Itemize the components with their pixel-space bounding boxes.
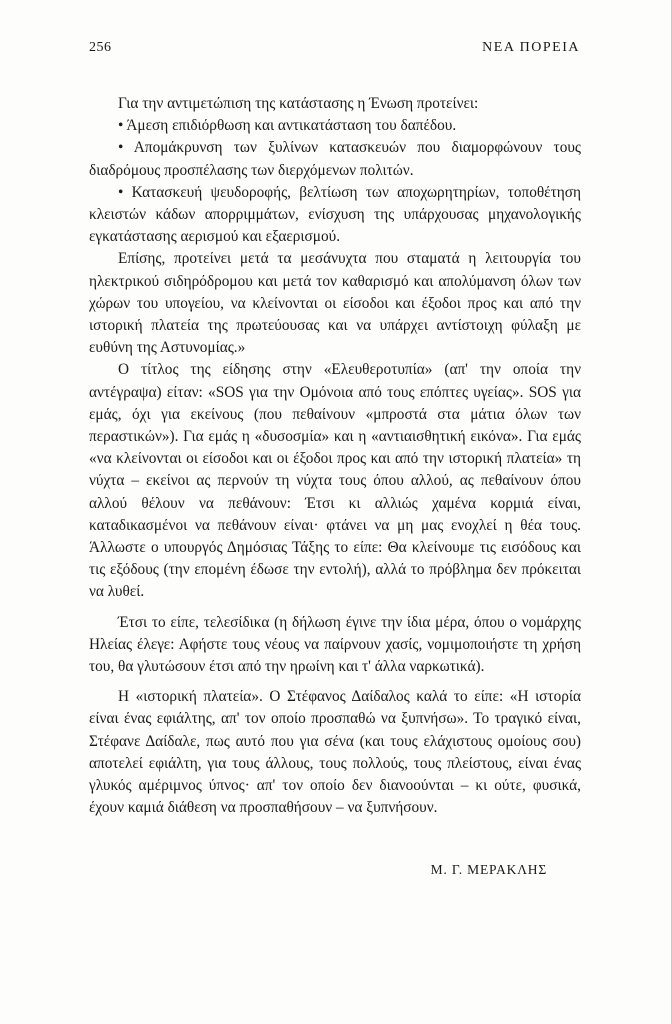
page-header (89, 40, 580, 60)
paragraph-closing-proposal: Επίσης, προτείνει μετά τα μεσάνυχτα που σταματά η λειτουργία του ηλεκτρικού σιδηρόδρομου και μετά τον καθαρισμό και απολύμανση όλων των χώρων του υπογείου, να κλείνονται οι είσοδοι και έξοδοι προς και από την ιστορική πλατεία της πρωτεύουσας και να υπάρχει αντίστοιχη φύλαξη με ευθύνη της Αστυνομίας.» (89, 250, 581, 357)
page-number: 256 (89, 40, 112, 55)
article-body (89, 93, 581, 820)
paragraph-intro: Για την αντιμετώπιση της κατάστασης η Ένωση προτείνει: (118, 95, 479, 112)
paragraph-historic-square: Η «ιστορική πλατεία». Ο Στέφανος Δαίδαλος καλά το είπε: «Η ιστορία είναι ένας εφιάλτης, απ' τον οποίο προσπαθώ να ξυπνήσω». Το τραγικό είναι, Στέφανε Δαίδαλε, πως αυτό που για σένα (και τους ελάχιστους ομοίους σου) αποτελεί εφιάλτη, για τους άλλους, τους πολλούς, τους πλείστους, είναι ένας γλυκός αμέριμνος ύπνος· απ' τον οποίο δεν διανοούνται – κι ούτε, φυσικά, έχουν καμιά διάθεση να προσπαθήσουν – να ξυπνήσουν. (89, 688, 581, 817)
bullet-item-floor: • Άμεση επιδιόρθωση και αντικατάσταση του δαπέδου. (118, 117, 457, 135)
paragraph-prefect-statement: Έτσι το είπε, τελεσίδικα (η δήλωση έγινε την ίδια μέρα, όπου ο νομάρχης Ηλείας έλεγε: Αφήστε τους νέους να παίρνουν χασίς, νομιμοποιήστε τη χρήση του, θα γλυτώσουν έτσι από την ηρωίνη και τ' άλλα ναρκωτικά). (89, 613, 581, 676)
bullet-item-ceiling-ventilation: • Κατασκευή ψευδοροφής, βελτίωση των αποχωρητηρίων, τοποθέτηση κλειστών κάδων απορριμμάτων, ενίσχυση της υπάρχουσας μηχανολογικής εγκατάστασης αερισμού και εξαερισμού. (89, 183, 581, 246)
running-title: ΝΕΑ ΠΟΡΕΙΑ (482, 40, 580, 55)
author-signature: Μ. Γ. ΜΕΡΑΚΛΗΣ (430, 862, 547, 877)
bullet-item-wooden-structures: • Απομάκρυνση των ξυλίνων κατασκευών που διαμορφώνουν τους διαδρόμους προσπέλασης των διερχόμενων πολιτών. (89, 139, 581, 179)
paragraph-news-title: Ο τίτλος της είδησης στην «Ελευθεροτυπία» (απ' την οποία την αντέγραψα) είταν: «SOS για την Ομόνοια από τους επόπτες υγείας». SOS για εμάς, όχι για εκείνους (που πεθαίνουν «μπροστά στα μάτια όλων των περαστικών»). Για εμάς η «δυσοσμία» και η «αντιαισθητική εικόνα». Για εμάς «να κλείνονται οι είσοδοι και οι έξοδοι προς και από την ιστορική πλατεία» τη νύχτα – εκείνοι ας περνούν τη νύχτα τους όπου αλλού, ας πεθαίνουν όπου αλλού θέλουν να πεθάνουν: Έτσι κι αλλιώς χαμένα κορμιά είναι, καταδικασμένοι να πεθάνουν είναι· φτάνει να μη μας ενοχλεί η θέα τους. Άλλωστε ο υπουργός Δημόσιας Τάξης το είπε: Θα κλείνουμε τις εισόδους και τις εξόδους (την επομένη έδωσε την εντολή), αλλά το πρόβλημα δεν πρόκειται να λυθεί. (89, 361, 581, 601)
